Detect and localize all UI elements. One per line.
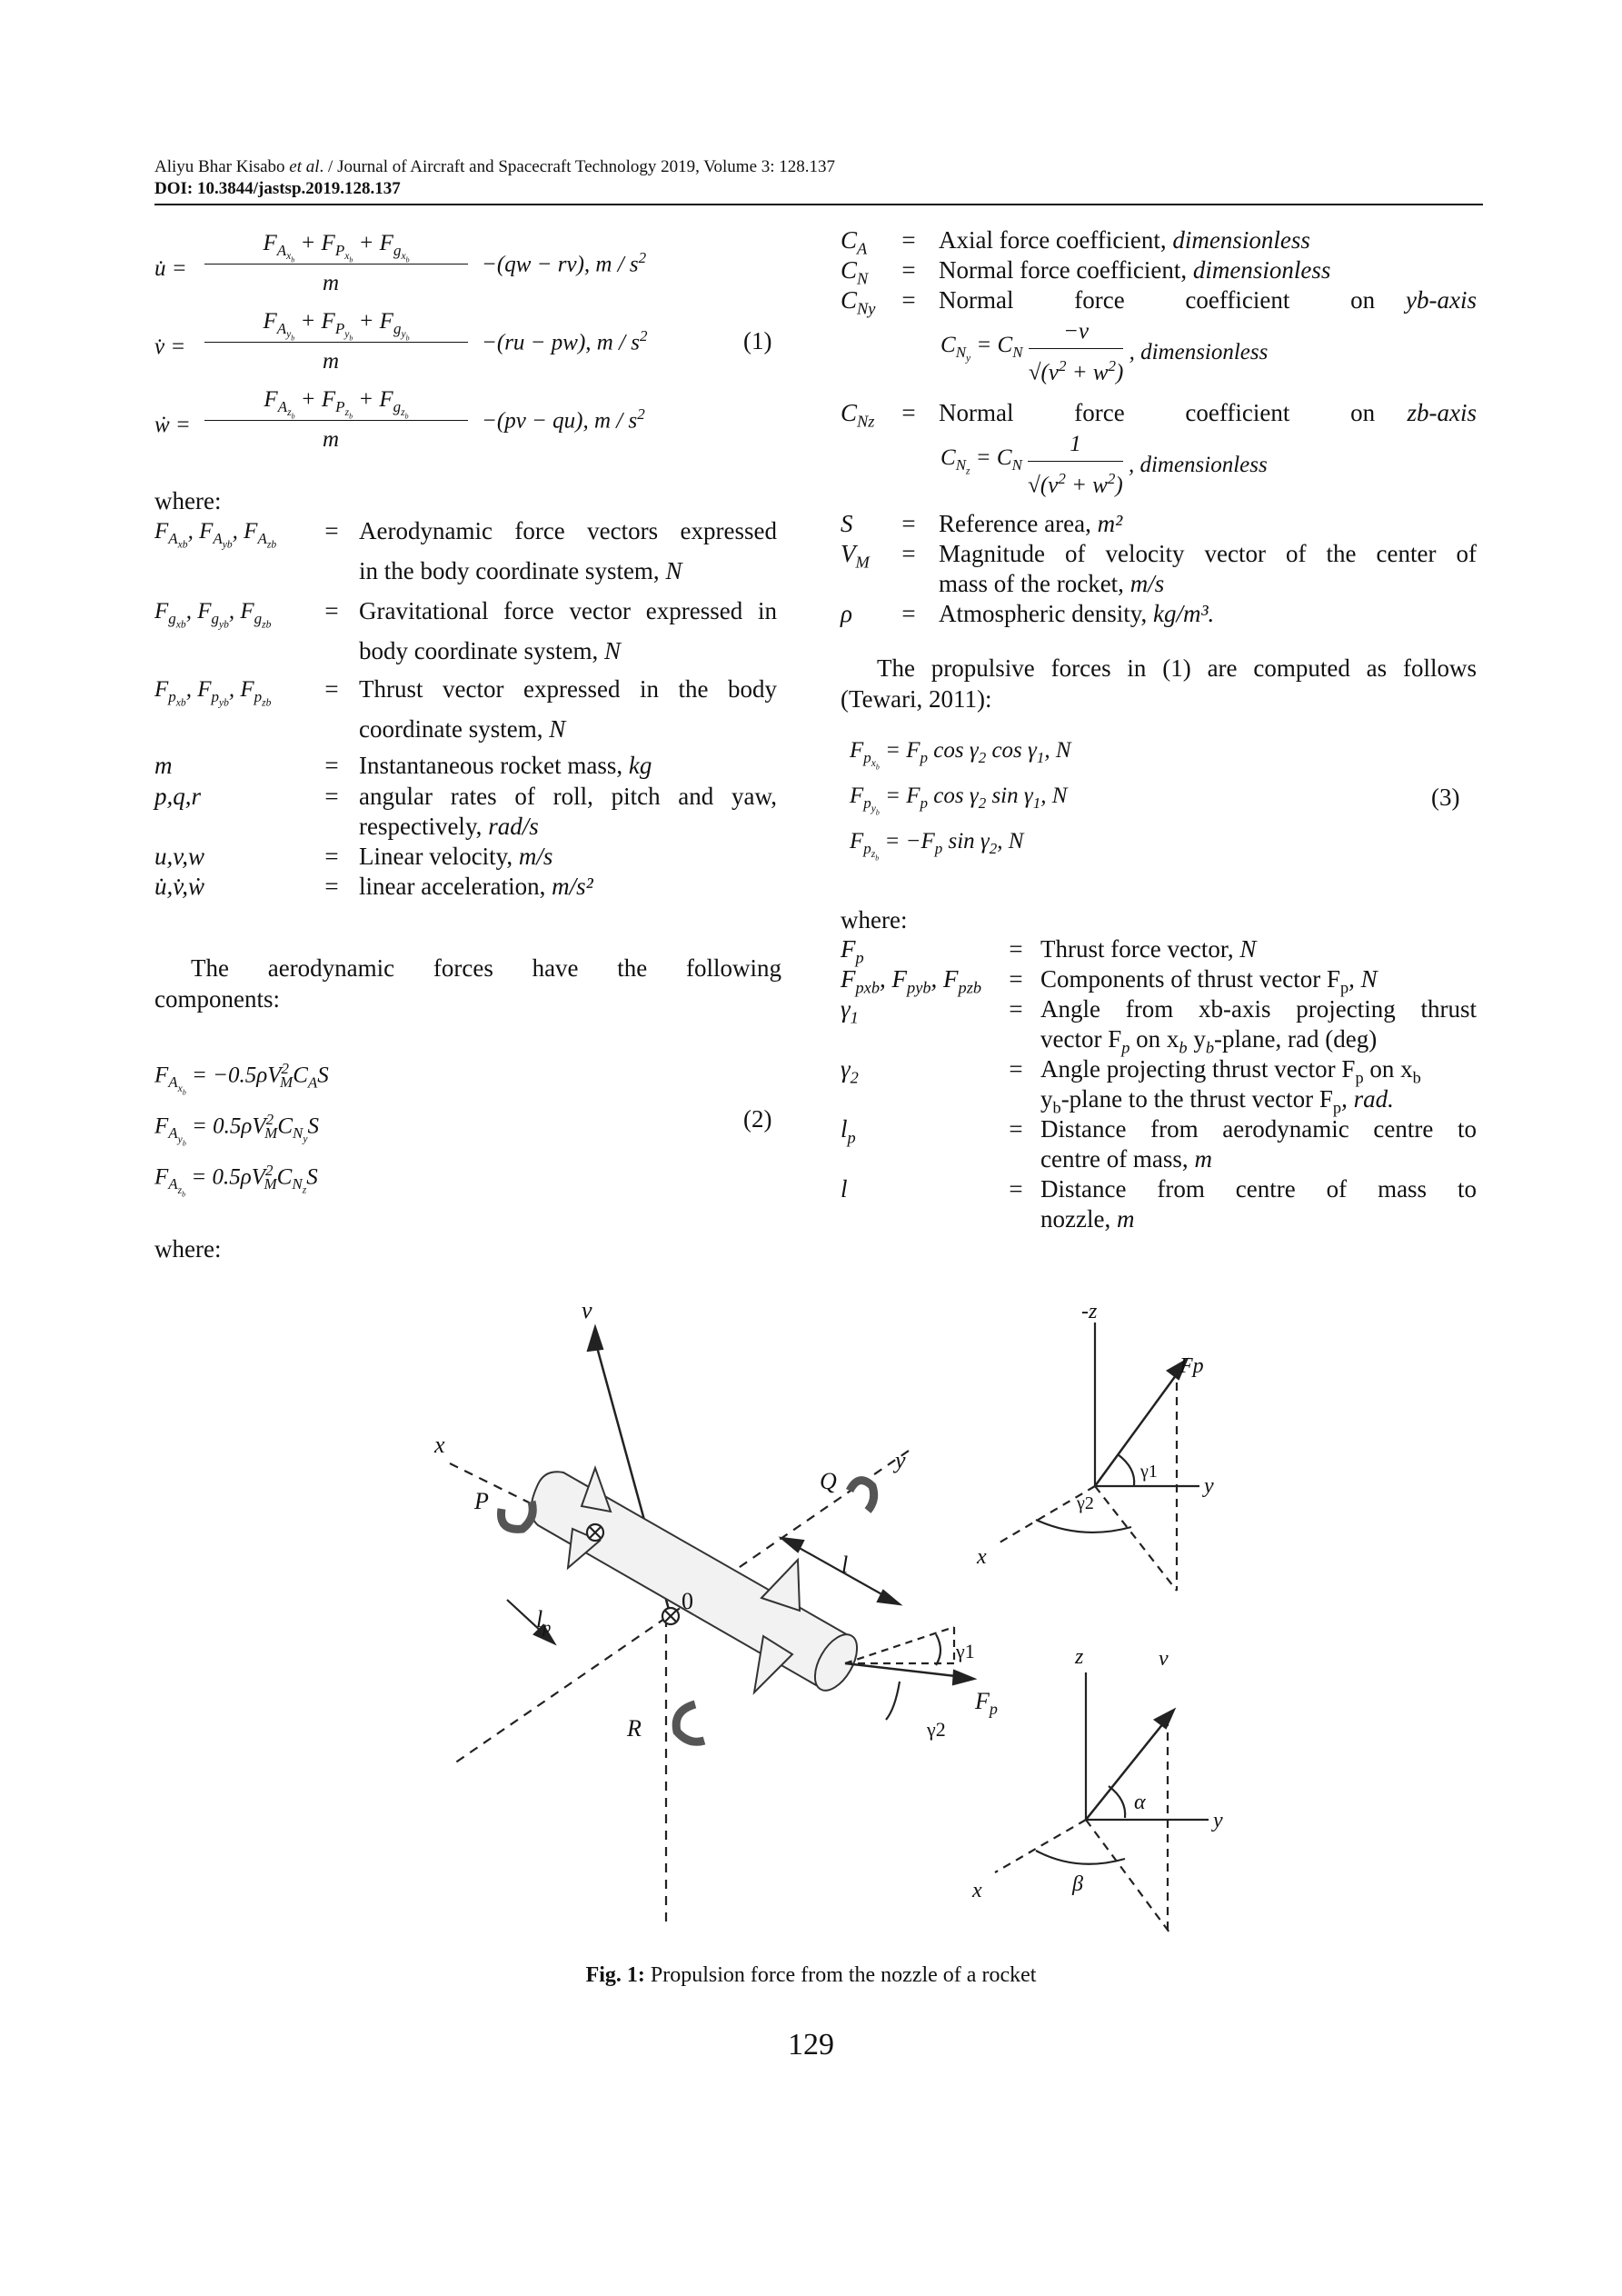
- eq1-u-fracbar: [204, 264, 468, 265]
- def2-desc-s: Reference area, m²: [939, 510, 1123, 537]
- rocket-figure: [0, 1291, 1622, 1963]
- citation-line: Aliyu Bhar Kisabo et al. / Journal of Aircraft and Spacecraft Technology 2019, Volume 3: 128.137: [154, 157, 836, 176]
- fig-label-gamma1: γ1: [956, 1640, 975, 1662]
- def3-desc-fp: Thrust force vector, N: [1040, 935, 1257, 963]
- eq1-w-fracbar: [204, 420, 468, 421]
- eq3-row2: $F_{p_{y_b}} = F_p$ $\cos \gamma_2$ $\sin \gamma_1$, N: [850, 784, 1068, 817]
- eq3-row1: $F_{p_{x_b}} = F_p$ $\cos \gamma_2$ $\cos \gamma_1$, N: [850, 738, 1071, 772]
- where-label-1: where:: [154, 487, 222, 514]
- fig-label-l: l: [841, 1552, 849, 1578]
- fig-label-y: y: [895, 1447, 906, 1473]
- def3-desc-gamma2: Angle projecting thrust vector $F_p$ on $x_b$: [1040, 1055, 1421, 1087]
- definitions-list-1: $F_{A_{xb}}$, $F_{A_{yb}}$, $F_{A_{zb}}$ = Aerodynamic force vectors expressed in the body coordinate system, N $F_{g_{xb}}$, $F_{g_{yb}}$, $F_{g_{zb}}$ = Gravitational force vector expressed in body coordinate system, N $F_{p_{xb}}$, $F_{p_{yb}}$, $F_{p_{zb}}$ = Thrust vector expressed in the body coordinate system, N m = Instantaneous rocket mass, kg p,q,r = angular rates of roll, pitch and yaw, respectively, rad/s u,v,w = Linear velocity, m/s u̇,v̇,ẇ = linear acceleration, m/s²: [154, 517, 777, 900]
- thrust-vector-line: [845, 1663, 963, 1677]
- def3-desc-lp: Distance from aerodynamic centre to: [1040, 1115, 1477, 1143]
- fig-label-q: Q: [820, 1468, 837, 1494]
- def1-symbol-accel: u̇,v̇,ẇ: [154, 873, 204, 900]
- def3-desc-l-2: nozzle, m: [1040, 1205, 1135, 1233]
- def2-desc-cnz: Normal force coefficient on zb-axis: [939, 399, 1477, 426]
- pitch-arrow-icon: [850, 1481, 874, 1511]
- prop-intro-line2: (Tewari, 2011):: [841, 685, 992, 713]
- aero-intro-line1: The aerodynamic forces have the following: [191, 954, 781, 982]
- def3-symbol-fp: $F_p$: [841, 935, 864, 967]
- inset-velocity-angles: [995, 1672, 1209, 1936]
- fig-label-r: R: [627, 1715, 642, 1742]
- equation-2: [154, 1054, 791, 1209]
- def1-desc-accel: linear acceleration, m/s²: [359, 873, 593, 900]
- rocket-body: [532, 1468, 866, 1697]
- def1-desc-rates: angular rates of roll, pitch and yaw,: [359, 783, 777, 810]
- eq1-v-den: m: [323, 349, 340, 374]
- equation-1-number: (1): [743, 327, 772, 354]
- def1-symbol-aero: $F_{A_{xb}}$, $F_{A_{yb}}$, $F_{A_{zb}}$: [154, 519, 277, 551]
- roll-arrow-icon: [501, 1502, 532, 1529]
- def3-symbol-l: l: [841, 1175, 848, 1203]
- def1-symbol-rates: p,q,r: [154, 783, 202, 810]
- page-number: 129: [788, 2028, 834, 2061]
- inset1-label-negz: -z: [1081, 1300, 1098, 1323]
- fig-label-fp: $F_p$: [975, 1688, 998, 1718]
- def3-desc-lp-2: centre of mass, m: [1040, 1145, 1212, 1173]
- def2-desc-ca: Axial force coefficient, dimensionless: [939, 226, 1310, 254]
- def3-desc-gamma2-2: $y_b$-plane to the thrust vector $F_p$, rad.: [1040, 1085, 1394, 1117]
- eq1-u-den: m: [323, 271, 340, 295]
- eq1-u-lhs: u̇ =: [154, 256, 187, 281]
- fig-label-origin: 0: [682, 1588, 693, 1614]
- def3-symbol-lp: $l_p$: [841, 1115, 856, 1147]
- eq1-w-rest: −(pv − qu), m / $s^2$: [482, 405, 645, 434]
- inset2-label-alpha: α: [1134, 1791, 1146, 1814]
- inset2-label-v: v: [1159, 1647, 1169, 1671]
- fig-label-p: P: [474, 1488, 489, 1514]
- eq1-v-fracbar: [204, 342, 468, 343]
- def2-desc-vm-2: mass of the rocket, m/s: [939, 570, 1165, 597]
- def1-symbol-mass: m: [154, 752, 173, 779]
- figure-caption: Fig. 1: Propulsion force from the nozzle of a rocket: [585, 1963, 1037, 1987]
- fig-label-x: x: [434, 1432, 445, 1458]
- eq1-w-den: m: [323, 427, 340, 452]
- where-label-3: where:: [841, 906, 908, 933]
- cny-formula: $C_{N_y} = C_N$ $\frac{-v}{√(v^2 + w^2)}$ , dimensionless: [940, 316, 1268, 387]
- def3-desc-components: Components of thrust vector $F_p$, N: [1040, 965, 1378, 997]
- eq1-v-numerator: $F_{A_{y_b}} + F_{P_{y_b}} + F_{g_{y_b}}$: [263, 309, 410, 343]
- equation-3-number: (3): [1431, 784, 1460, 811]
- eq1-v-lhs: v̇ =: [154, 334, 186, 359]
- def3-symbol-gamma2: $\gamma_2$: [841, 1055, 859, 1087]
- def2-symbol-ca: $C_A$: [841, 226, 868, 258]
- inset2-label-x: x: [972, 1879, 982, 1902]
- doi-line: DOI: 10.3844/jastsp.2019.128.137: [154, 179, 401, 198]
- def2-desc-vm: Magnitude of velocity vector of the center of: [939, 540, 1477, 567]
- def2-desc-cny: Normal force coefficient on yb-axis: [939, 286, 1477, 314]
- def1-desc-velocity: Linear velocity, m/s: [359, 843, 553, 870]
- inset1-label-fp: Fp: [1179, 1354, 1204, 1378]
- eq2-row3: $F_{A_{z_b}} = 0.5\rho V^2_MC_{N_z}S$: [154, 1162, 318, 1199]
- v-vector-head: [588, 1327, 602, 1351]
- def2-symbol-cny: $C_{Ny}$: [841, 286, 876, 318]
- gamma2-arc: [886, 1682, 900, 1720]
- eq1-u-numerator: $F_{A_{x_b}} + F_{P_{x_b}} + F_{g_{x_b}}$: [263, 231, 410, 265]
- def2-desc-rho: Atmospheric density, kg/m³.: [939, 600, 1215, 627]
- definitions-list-3: $F_p$ = Thrust force vector, N $F_{pxb}$, $F_{pyb}$, $F_{pzb}$ = Components of thrust vector $F_p$, N $\gamma_1$ = Angle from xb-axis projecting thrust vector $F_p$ on $x_b$ $y_b$-plane, rad (deg) $\gamma_2$ = Angle projecting thrust vector $F_p$ on $x_b$ $y_b$-plane to the thrust vector $F_p$, rad. $l_p$ = Distance from aerodynamic centre to centre of mass, m l = Distance from centre of mass to nozzle, m: [841, 935, 1477, 1233]
- def1-symbol-thrust: $F_{p_{xb}}$, $F_{p_{yb}}$, $F_{p_{zb}}$: [154, 677, 272, 709]
- inset1-label-gamma2: γ2: [1077, 1493, 1094, 1513]
- eq1-u-rest: −(qw − rv), m / $s^2$: [482, 249, 647, 277]
- fig-label-gamma2: γ2: [927, 1718, 946, 1741]
- eq2-row1: $F_{A_{x_b}} = -0.5\rho V^2_MC_AS$: [154, 1060, 329, 1097]
- header-rule: [154, 204, 1483, 205]
- def1-desc-aero-2: in the body coordinate system, N: [359, 557, 682, 584]
- def2-symbol-vm: $V_M$: [841, 540, 870, 572]
- def1-symbol-velocity: u,v,w: [154, 843, 204, 870]
- fig-label-v: v: [582, 1297, 592, 1323]
- def1-desc-mass: Instantaneous rocket mass, kg: [359, 752, 652, 779]
- def1-desc-rates-2: respectively, rad/s: [359, 813, 539, 840]
- def1-desc-aero: Aerodynamic force vectors expressed: [359, 517, 777, 544]
- eq1-v-rest: −(ru − pw), m / $s^2$: [482, 327, 648, 355]
- inset1-label-gamma1: γ1: [1140, 1462, 1158, 1482]
- def1-desc-grav-2: body coordinate system, N: [359, 637, 621, 664]
- yaw-arrow-icon: [676, 1704, 704, 1742]
- equation-1: [154, 225, 791, 462]
- equation-3: [841, 738, 1477, 883]
- inset2-label-y: y: [1213, 1809, 1223, 1832]
- def2-symbol-s: S: [841, 510, 853, 537]
- def2-symbol-cn: $C_N$: [841, 256, 869, 288]
- def1-desc-grav: Gravitational force vector expressed in: [359, 597, 777, 624]
- inset-thrust-angles: [995, 1323, 1199, 1591]
- cnz-formula: $C_{N_z} = C_N$ $\frac{1}{√(v^2 + w^2)}$ , dimensionless: [940, 429, 1268, 500]
- eq1-w-lhs: ẇ =: [154, 413, 191, 437]
- def3-desc-gamma1: Angle from xb-axis projecting thrust: [1040, 995, 1477, 1023]
- def3-desc-l: Distance from centre of mass to: [1040, 1175, 1477, 1203]
- inset1-label-x: x: [977, 1545, 987, 1569]
- def1-desc-thrust-2: coordinate system, N: [359, 715, 566, 743]
- inset1-label-y: y: [1204, 1474, 1214, 1498]
- prop-intro-line1: The propulsive forces in (1) are computed as follows: [877, 654, 1477, 682]
- eq2-row2: $F_{A_{y_b}} = 0.5\rho V^2_MC_{N_y}S$: [154, 1111, 319, 1148]
- where-label-2: where:: [154, 1235, 222, 1263]
- def2-symbol-rho: ρ: [841, 600, 852, 627]
- def1-symbol-grav: $F_{g_{xb}}$, $F_{g_{yb}}$, $F_{g_{zb}}$: [154, 599, 272, 631]
- def3-symbol-components: $F_{pxb}$, $F_{pyb}$, $F_{pzb}$: [841, 965, 982, 997]
- fig-label-lp: $l_p$: [536, 1606, 552, 1636]
- equation-2-number: (2): [743, 1105, 772, 1133]
- running-header: [154, 156, 1483, 200]
- aero-intro-line2: components:: [154, 985, 280, 1013]
- def3-symbol-gamma1: $\gamma_1$: [841, 995, 859, 1027]
- eq1-w-numerator: $F_{A_{z_b}} + F_{P_{z_b}} + F_{g_{z_b}}$: [264, 387, 409, 421]
- inset2-label-beta: β: [1072, 1872, 1083, 1896]
- def2-symbol-cnz: $C_{Nz}$: [841, 399, 875, 431]
- def2-desc-cn: Normal force coefficient, dimensionless: [939, 256, 1331, 284]
- gamma1-arc: [936, 1634, 940, 1665]
- eq3-row3: $F_{p_{z_b}} = -F_p$ $\sin \gamma_2$, N: [850, 829, 1024, 863]
- thrust-vector-head: [953, 1671, 974, 1684]
- inset2-label-z: z: [1075, 1645, 1084, 1669]
- def1-desc-thrust: Thrust vector expressed in the body: [359, 675, 777, 703]
- definitions-list-2: $C_A$ = Axial force coefficient, dimensionless $C_N$ = Normal force coefficient, dimensionless $C_{Ny}$ = Normal force coefficient on yb-axis $C_{N_y} = C_N$ $\frac{-v}{√(v^2 + w^2)}$ , dimensionless $C_{Nz}$ = Normal force coefficient on zb-axis $C_{N_z} = C_N$ $\frac{1}{√(v^2 + w^2)}$ , dimensionless S = Reference area, m² $V_M$ = Magnitude of velocity vector of the center of mass of the rocket, m/s ρ = Atmospheric density, kg/m³.: [841, 226, 1477, 627]
- def3-desc-gamma1-2: vector $F_p$ on $x_b$ $y_b$-plane, rad (deg): [1040, 1025, 1378, 1057]
